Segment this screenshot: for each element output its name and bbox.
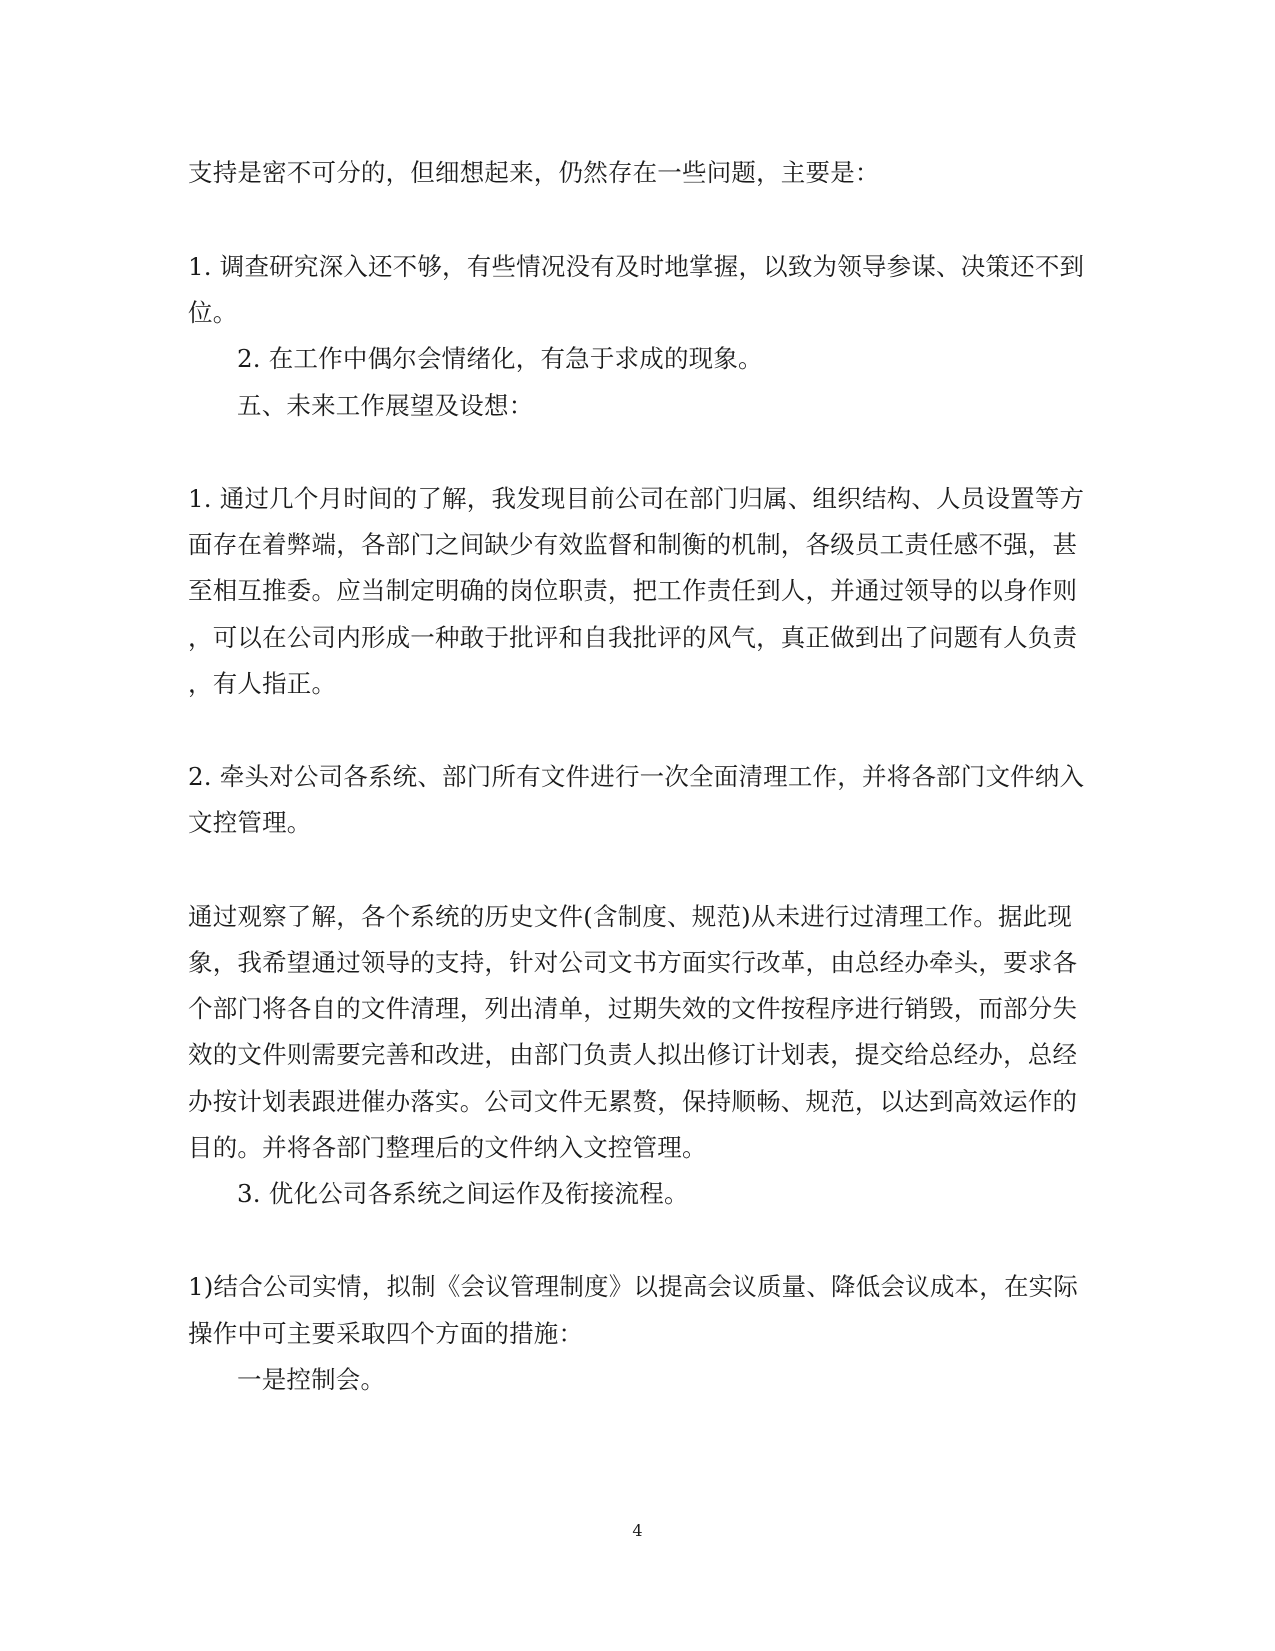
text-line: 办按计划表跟进催办落实。公司文件无累赘，保持顺畅、规范，以达到高效运作的 xyxy=(188,1087,1078,1116)
text-line: ，可以在公司内形成一种敢于批评和自我批评的风气，真正做到出了问题有人负责 xyxy=(188,623,1078,652)
text-line: 至相互推委。应当制定明确的岗位职责，把工作责任到人，并通过领导的以身作则 xyxy=(188,576,1078,605)
text-line: 操作中可主要采取四个方面的措施： xyxy=(188,1319,584,1348)
section-heading: 五、未来工作展望及设想： xyxy=(237,391,534,420)
text-line: 个部门将各自的文件清理，列出清单，过期失效的文件按程序进行销毁，而部分失 xyxy=(188,994,1078,1023)
text-line: ，有人指正。 xyxy=(188,669,337,698)
text-line: 支持是密不可分的，但细想起来，仍然存在一些问题，主要是： xyxy=(188,158,880,187)
text-line: 2. 在工作中偶尔会情绪化，有急于求成的现象。 xyxy=(237,344,763,373)
text-line: 通过观察了解，各个系统的历史文件(含制度、规范)从未进行过清理工作。据此现 xyxy=(188,902,1073,931)
text-line: 3. 优化公司各系统之间运作及衔接流程。 xyxy=(237,1179,689,1208)
text-line: 1. 调查研究深入还不够，有些情况没有及时地掌握，以致为领导参谋、决策还不到 xyxy=(188,252,1085,281)
text-line: 面存在着弊端，各部门之间缺少有效监督和制衡的机制，各级员工责任感不强，甚 xyxy=(188,530,1078,559)
page-number: 4 xyxy=(632,1521,643,1540)
text-line: 文控管理。 xyxy=(188,808,312,837)
text-line: 1)结合公司实情，拟制《会议管理制度》以提高会议质量、降低会议成本，在实际 xyxy=(188,1272,1079,1301)
text-line: 目的。并将各部门整理后的文件纳入文控管理。 xyxy=(188,1133,707,1162)
text-line: 1. 通过几个月时间的了解，我发现目前公司在部门归属、组织结构、人员设置等方 xyxy=(188,484,1085,513)
text-line: 象，我希望通过领导的支持，针对公司文书方面实行改革，由总经办牵头，要求各 xyxy=(188,948,1078,977)
text-line: 位。 xyxy=(188,298,238,327)
text-line: 效的文件则需要完善和改进，由部门负责人拟出修订计划表，提交给总经办，总经 xyxy=(188,1040,1078,1069)
text-line: 一是控制会。 xyxy=(237,1365,386,1394)
text-line: 2. 牵头对公司各系统、部门所有文件进行一次全面清理工作，并将各部门文件纳入 xyxy=(188,762,1085,791)
